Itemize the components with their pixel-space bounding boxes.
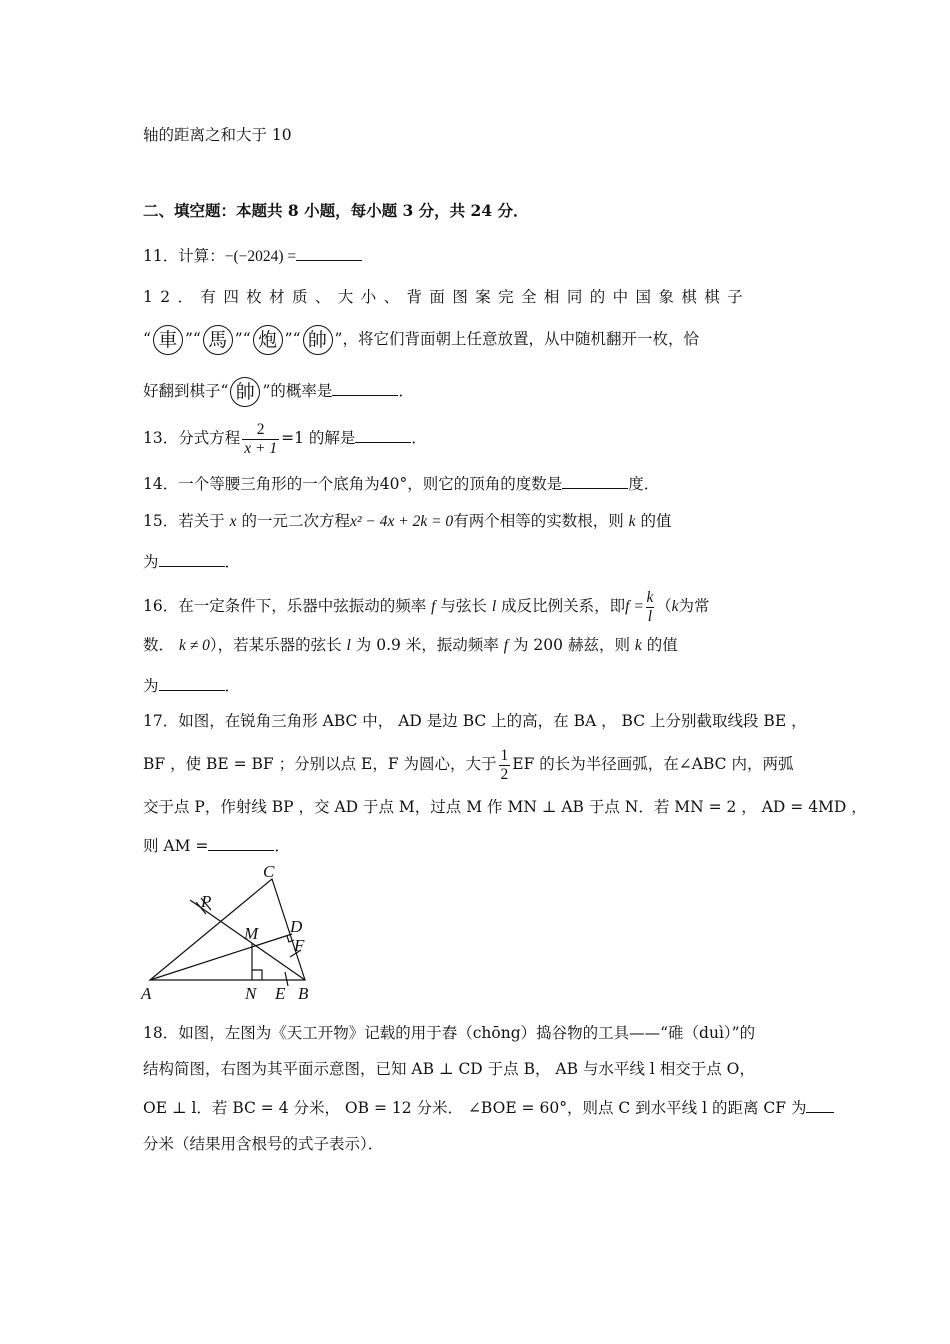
q16-text-d: （ <box>656 597 672 615</box>
question-11 <box>143 244 362 268</box>
q13-prefix: 13．分式方程 <box>143 429 241 447</box>
q16-numerator: k <box>646 588 654 606</box>
q17-line-2b: EF 的长为半径画弧，在∠ABC 内，两弧 <box>512 755 794 773</box>
q14-text: 14．一个等腰三角形的一个底角为40°，则它的顶角的度数是 <box>143 475 563 493</box>
q13-end: ． <box>411 429 427 447</box>
q14-answer-blank[interactable] <box>562 472 628 489</box>
q17-line-4 <box>143 834 290 857</box>
q13-fraction <box>242 421 279 458</box>
q16-end: ． <box>224 677 241 695</box>
previous-question-tail: 轴的距离之和大于 10 <box>143 126 292 144</box>
q17-answer-blank[interactable] <box>208 834 274 851</box>
q16-line-2d: 为 200 赫兹，则 <box>513 636 630 654</box>
general-piece-icon: 帥 <box>303 325 333 355</box>
q13-numerator: 2 <box>256 420 265 438</box>
q12-line-2: “ 車 ”“ 馬 ”“ 炮 ”“ 帥 ”，将它们背面朝上任意放置，从中随机翻开一枚，恰 <box>143 325 699 355</box>
segment-ad <box>150 934 292 980</box>
general-piece-icon: 帥 <box>230 377 260 407</box>
label-e: E <box>275 984 286 1003</box>
label-d: D <box>290 917 303 936</box>
q15-equation: x² − 4x + 2k = 0 <box>350 513 454 530</box>
q17-half-numerator: 1 <box>500 746 509 764</box>
q16-var-l: l <box>491 598 497 615</box>
q17-line-1: 17．如图，在锐角三角形 ABC 中， AD 是边 BC 上的高，在 BA ， BC 上分别截取线段 BE ， <box>143 712 807 730</box>
q15-var-k: k <box>628 513 636 530</box>
chariot-piece-icon: 車 <box>153 325 183 355</box>
q16-line-2a: 数． <box>143 636 175 654</box>
q16-line-3-text: 为 <box>143 677 159 695</box>
label-b: B <box>298 984 309 1003</box>
q12-line-3-suffix: ”的概率是 <box>262 382 333 400</box>
q17-line-4-text: 则 AM = <box>143 837 209 855</box>
q15-text-b: 的一元二次方程 <box>241 512 351 530</box>
q12-line-2-text: ，将它们背面朝上任意放置，从中随机翻开一枚，恰 <box>342 330 699 348</box>
section-heading: 二、填空题：本题共 8 小题，每小题 3 分，共 24 分． <box>143 201 529 220</box>
q12-line-1: 12．有四枚材质、大小、背面图案完全相同的中国象棋棋子 <box>143 288 751 306</box>
q16-line-3 <box>143 674 240 697</box>
label-c: C <box>263 862 275 881</box>
question-13 <box>143 418 427 458</box>
q16-line-2 <box>143 634 678 657</box>
q12-line-3 <box>143 377 414 407</box>
q13-answer-blank[interactable] <box>355 426 411 443</box>
q15-text-d: 的值 <box>640 512 672 530</box>
q15-text-a: 15．若关于 <box>143 512 225 530</box>
q16-text-b: 与弦长 <box>440 597 487 615</box>
q16-text-a: 16．在一定条件下，乐器中弦振动的频率 <box>143 597 427 615</box>
q16-line-2c: 为 0.9 米，振动频率 <box>355 636 499 654</box>
q18-line-3 <box>143 1096 834 1119</box>
q16-denominator: l <box>647 607 653 625</box>
q16-formula-lhs: f = <box>625 598 644 615</box>
label-f: F <box>294 936 305 955</box>
q16-text-c: 成反比例关系，即 <box>501 597 626 615</box>
q17-half-denominator: 2 <box>500 765 509 783</box>
q16-fraction <box>646 589 654 626</box>
q18-line-1: 18．如图，左图为《天工开物》记载的用于舂（chōng）捣谷物的工具——“碓（duì）”的 <box>143 1024 756 1042</box>
q16-k-not-zero: k ≠ 0 <box>178 637 210 654</box>
q17-line-2a: BF ，使 BE = BF ；分别以点 E，F 为圆心，大于 <box>143 755 497 773</box>
q18-line-2: 结构简图，右图为其平面示意图，已知 AB ⊥ CD 于点 B， AB 与水平线 l 相交于点 O， <box>143 1060 755 1078</box>
q12-end: ． <box>398 382 414 400</box>
q12-answer-blank[interactable] <box>332 379 398 396</box>
q16-answer-blank[interactable] <box>159 674 225 691</box>
q14-end: 度． <box>628 475 660 493</box>
arc-mark-e <box>285 972 288 986</box>
q18-line-4: 分米（结果用含根号的式子表示）． <box>143 1135 384 1153</box>
q11-prefix: 11．计算： <box>143 247 225 265</box>
q13-denominator: x + 1 <box>244 439 278 457</box>
q11-answer-blank[interactable] <box>296 244 362 261</box>
cannon-piece-icon: 炮 <box>253 325 283 355</box>
label-n: N <box>245 984 257 1003</box>
q16-var-l-2: l <box>346 637 351 654</box>
q16-var-k: k <box>671 598 679 615</box>
label-a: A <box>141 984 152 1003</box>
q16-var-f: f <box>431 598 436 615</box>
q13-suffix: =1 的解是 <box>281 429 356 447</box>
q16-var-k-2: k <box>634 637 642 654</box>
q15-var-x: x <box>229 513 237 530</box>
right-angle-n <box>252 970 262 980</box>
label-m: M <box>244 924 259 943</box>
q16-text-e: 为常 <box>678 597 710 615</box>
q17-line-3: 交于点 P，作射线 BP ，交 AD 于点 M，过点 M 作 MN ⊥ AB 于点 N．若 MN = 2 ， AD = 4MD ， <box>143 798 867 816</box>
q16-line-1 <box>143 586 710 627</box>
q15-line-1 <box>143 510 671 533</box>
label-p: P <box>201 892 212 911</box>
q18-answer-blank[interactable] <box>806 1096 834 1113</box>
q15-line-2-text: 为 <box>143 553 159 571</box>
q11-expression: −(−2024) = <box>224 248 297 265</box>
q17-half-fraction <box>499 747 511 784</box>
q16-var-f-2: f <box>503 637 509 654</box>
q12-line-3-prefix: 好翻到棋子“ <box>143 382 229 400</box>
q15-answer-blank[interactable] <box>159 550 225 567</box>
q18-line-3-text: OE ⊥ l．若 BC = 4 分米， OB = 12 分米． ∠BOE = 60°，则点 C 到水平线 l 的距离 CF 为 <box>143 1099 807 1117</box>
q17-end: ． <box>274 837 290 855</box>
horse-piece-icon: 馬 <box>203 325 233 355</box>
q17-line-2 <box>143 744 793 784</box>
q15-text-c: 有两个相等的实数根，则 <box>453 512 624 530</box>
q15-end: ． <box>224 553 241 571</box>
q16-line-2b: ），若某乐器的弦长 <box>209 636 342 654</box>
triangle-abc <box>150 879 305 980</box>
q16-line-2e: 的值 <box>646 636 678 654</box>
question-14 <box>143 472 659 495</box>
triangle-figure <box>135 862 325 1012</box>
q15-line-2 <box>143 550 240 573</box>
